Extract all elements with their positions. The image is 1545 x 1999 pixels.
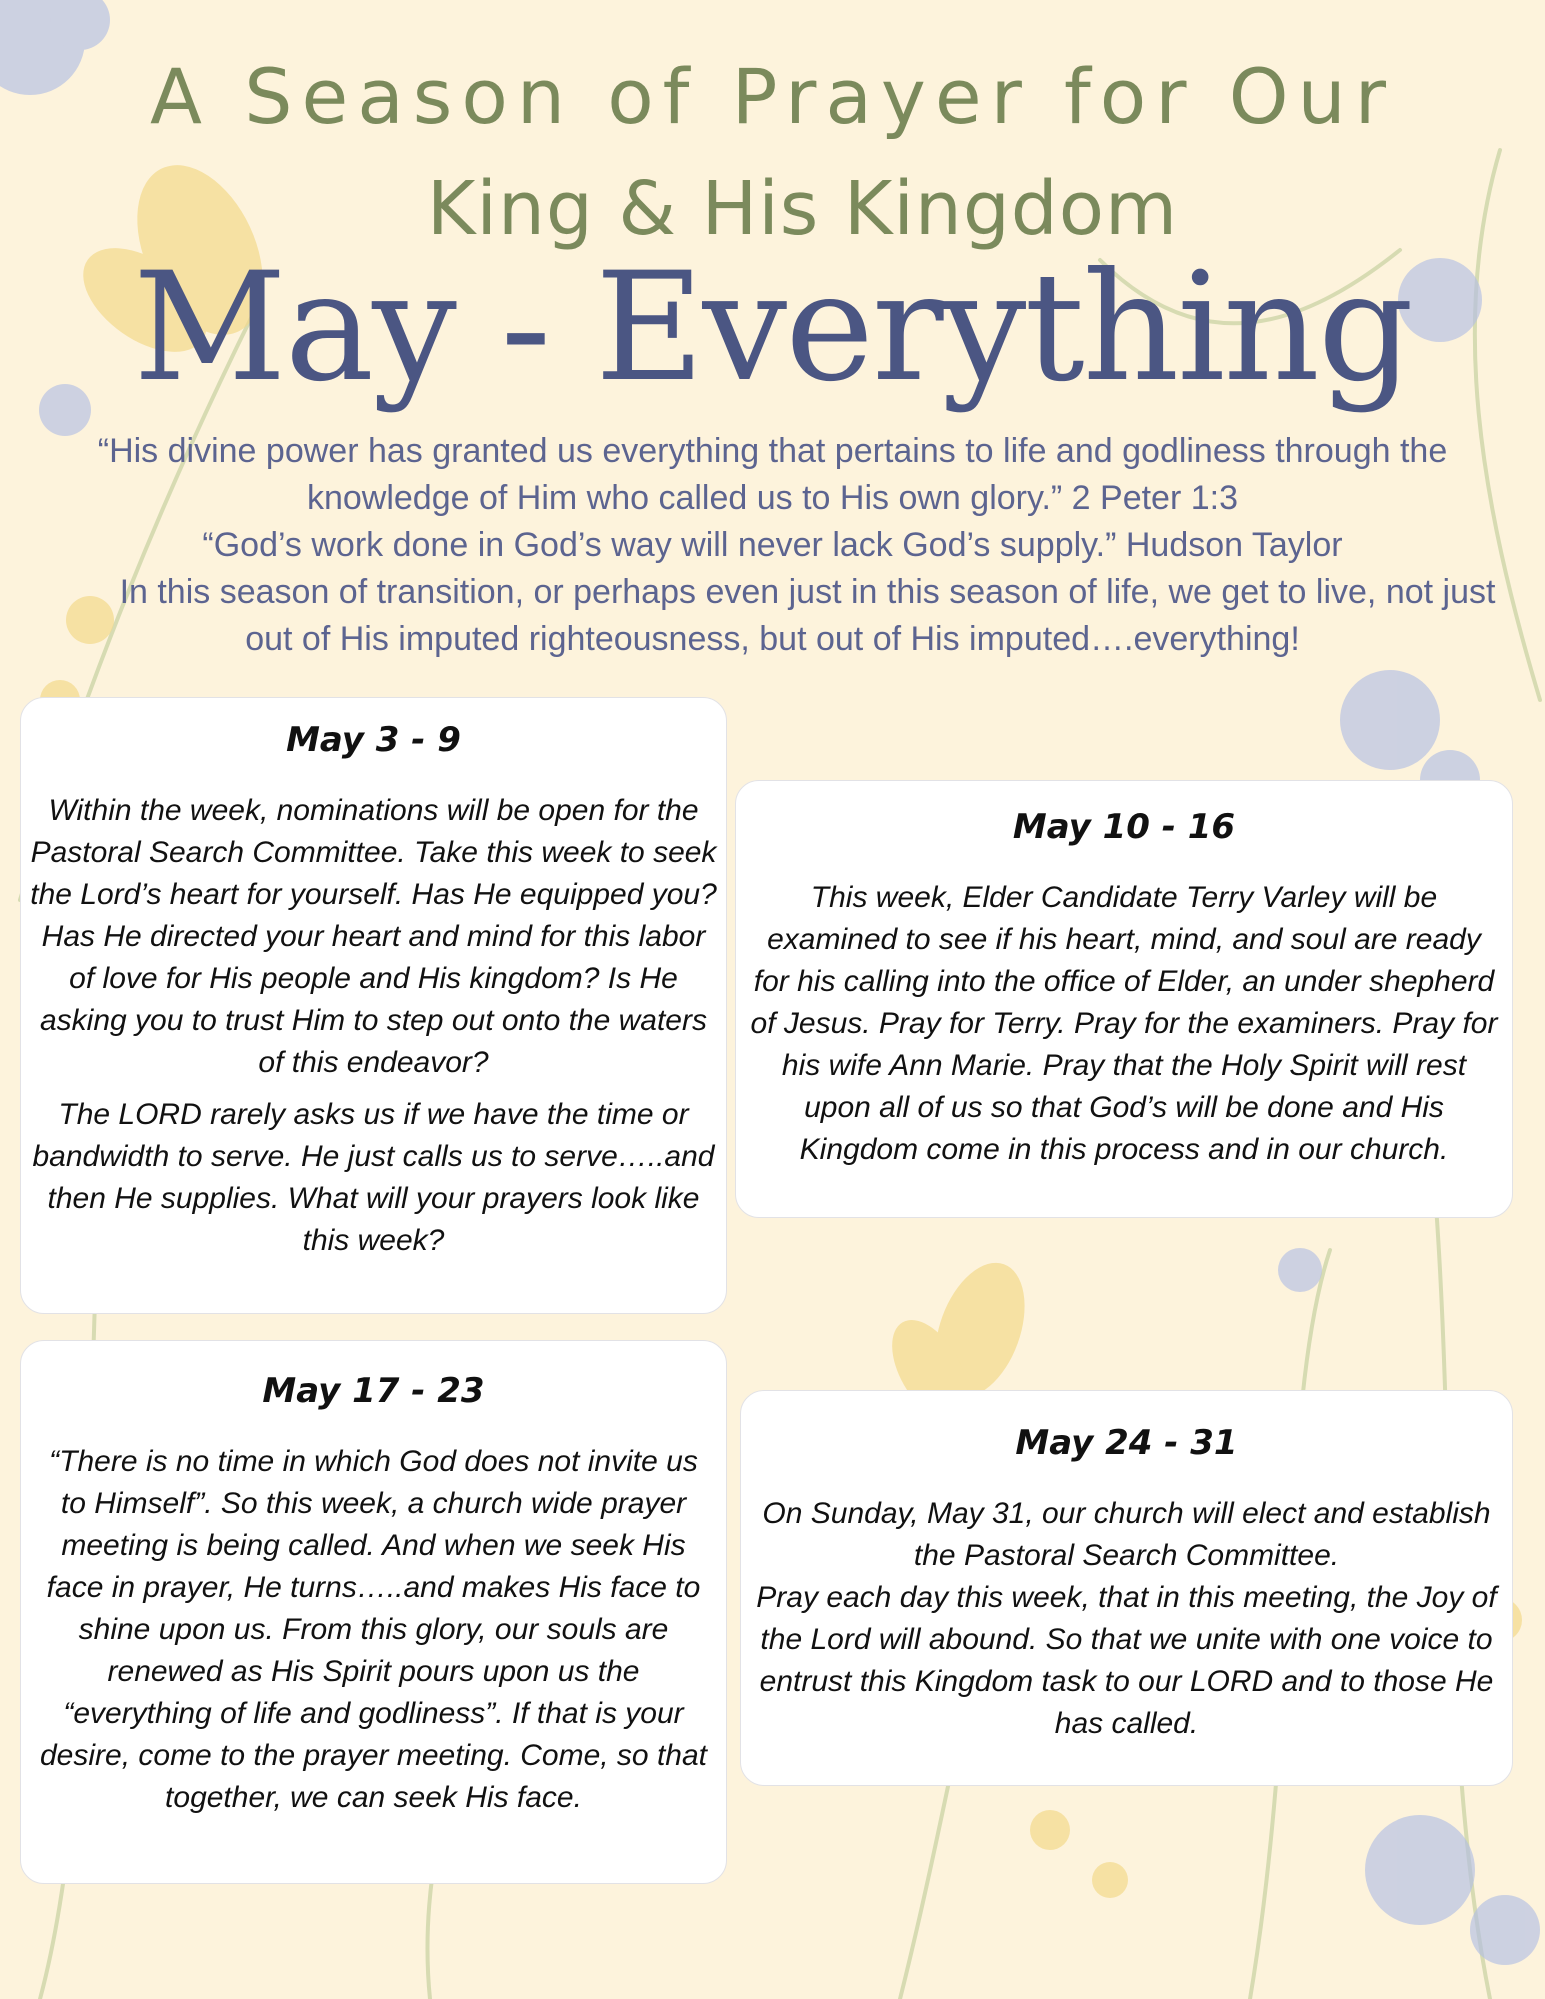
week-card-may-10-16	[735, 780, 1513, 1218]
week-dates: May 3 - 9	[286, 720, 461, 760]
title-line-1: A Season of Prayer for Our	[150, 52, 1395, 141]
week-dates: May 24 - 31	[1015, 1423, 1238, 1463]
reflection-text: In this season of transition, or perhaps even just in this season of life, we get to live, not just out of His imputed righteousness, but out of His imputed….everything!	[119, 573, 1496, 658]
week-paragraph: On Sunday, May 31, our church will elect and establish the Pastoral Search Committee.	[762, 1497, 1491, 1572]
week-paragraph: Pray each day this week, that in this meeting, the Joy of the Lord will abound. So that we unite with one voice to entrust this Kingdom task to our LORD and to those He has called.	[756, 1581, 1497, 1740]
week-paragraph: The LORD rarely asks us if we have the time or bandwidth to serve. He just calls us to serve…..and then He supplies. What will your prayers look like this week?	[32, 1098, 715, 1257]
week-paragraph: Within the week, nominations will be open for the Pastoral Search Committee. Take this week to seek the Lord’s heart for yourself. Has He equipped you? Has He directed your heart and mind for this labor of love for His people and His kingdom? Is He asking you to trust Him to step out onto the waters of this endeavor?	[30, 794, 717, 1079]
week-dates: May 17 - 23	[262, 1371, 485, 1411]
week-paragraph: This week, Elder Candidate Terry Varley will be examined to see if his heart, mind, and soul are ready for his calling into the office of Elder, an under shepherd of Jesus. Pray for Terry. Pray for the examiners. Pray for his wife Ann Marie. Pray that the Holy Spirit will rest upon all of us so that God’s will be done and His Kingdom come in this process and in our church.	[750, 881, 1498, 1166]
week-card-may-24-31	[740, 1390, 1513, 1786]
title-line-2: King & His Kingdom	[426, 166, 1179, 252]
week-dates: May 10 - 16	[1012, 807, 1236, 847]
week-card-may-17-23	[20, 1340, 727, 1884]
week-card-may-3-9	[20, 697, 727, 1314]
intro-section	[40, 428, 1505, 663]
month-theme-heading: May - Everything	[133, 241, 1412, 415]
week-paragraph: “There is no time in which God does not invite us to Himself”. So this week, a church wide prayer meeting is being called. And when we seek His face in prayer, He turns…..and makes His face to shine upon us. From this glory, our souls are renewed as His Spirit pours upon us the “everything of life and godliness”. If that is your desire, come to the prayer meeting. Come, so that together, we can seek His face.	[40, 1445, 707, 1814]
hudson-taylor-quote: “God’s work done in God’s way will never lack God’s supply.” Hudson Taylor	[202, 526, 1343, 564]
scripture-verse: “His divine power has granted us everything that pertains to life and godliness through the knowledge of Him who called us to His own glory.” 2 Peter 1:3	[97, 432, 1448, 517]
